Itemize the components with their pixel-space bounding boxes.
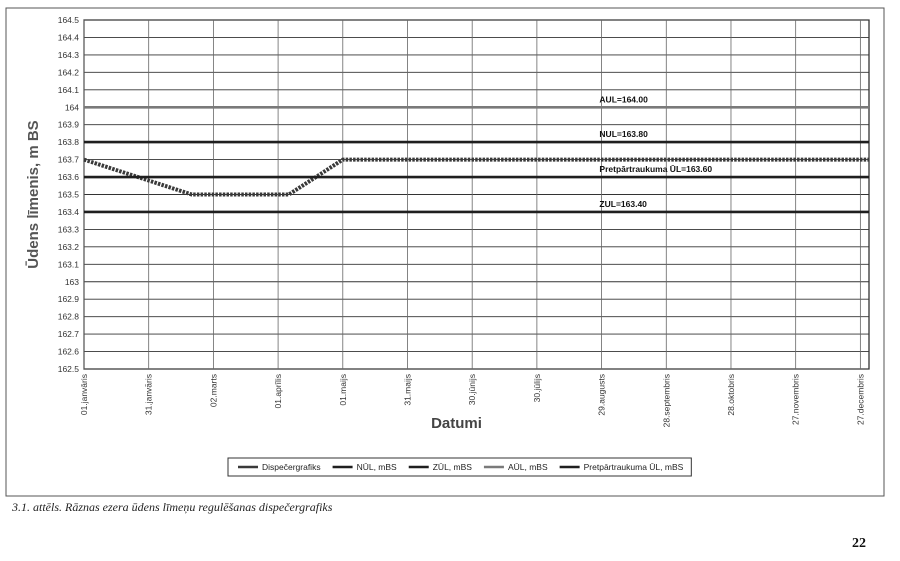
y-tick-label: 164.3	[57, 49, 79, 60]
legend-label: AŪL, mBS	[507, 462, 548, 472]
y-tick-label: 163.7	[57, 154, 79, 165]
x-tick-label: 29.augusts	[596, 374, 607, 416]
x-tick-label: 27.novembris	[790, 374, 801, 426]
annotation-label: NUL=163.80	[599, 129, 648, 140]
y-tick-label: 162.7	[57, 329, 79, 340]
y-tick-label: 164	[64, 102, 79, 113]
figure-caption: 3.1. attēls. Rāznas ezera ūdens līmeņu regulēšanas dispečergrafiks	[12, 500, 333, 514]
y-tick-label: 163.6	[57, 172, 79, 183]
y-tick-label: 163.9	[57, 119, 79, 130]
y-tick-label: 164.5	[57, 15, 79, 25]
y-tick-label: 164.1	[57, 84, 79, 95]
y-tick-label: 162.8	[57, 311, 79, 322]
y-axis-title: Ūdens līmenis, m BS	[25, 120, 42, 269]
legend	[228, 458, 691, 476]
y-tick-label: 163.5	[57, 189, 79, 200]
y-tick-label: 163	[64, 276, 79, 287]
y-tick-label: 164.2	[57, 67, 79, 78]
y-tick-label: 163.1	[57, 259, 79, 270]
legend-label: ZŪL, mBS	[432, 462, 472, 472]
x-tick-label: 28.septembris	[661, 374, 672, 428]
x-tick-label: 27.decembris	[855, 374, 866, 426]
annotation-label: ZUL=163.40	[599, 198, 647, 209]
x-tick-label: 01.janvāris	[79, 374, 89, 416]
x-tick-label: 28.oktobris	[725, 374, 736, 416]
y-tick-label: 162.9	[57, 294, 79, 305]
y-tick-label: 163.4	[57, 206, 79, 217]
x-tick-label: 31.janvāris	[143, 374, 154, 416]
legend-label: Dispečergrafiks	[262, 462, 321, 472]
y-tick-label: 162.5	[57, 364, 79, 374]
y-tick-label: 163.2	[57, 241, 79, 252]
annotation-label: AUL=164.00	[599, 94, 648, 105]
x-tick-label: 02.marts	[208, 374, 219, 408]
page-number: 22	[852, 536, 866, 551]
y-tick-label: 163.8	[57, 137, 79, 148]
y-tick-label: 163.3	[57, 224, 79, 235]
y-tick-label: 164.4	[57, 32, 79, 43]
x-tick-label: 01.maijs	[337, 374, 348, 406]
x-tick-label: 31.maijs	[402, 374, 413, 406]
legend-label: Pretpārtraukuma ŪL, mBS	[583, 462, 684, 472]
x-tick-label: 30.jūlijs	[531, 374, 542, 403]
annotation-label: Pretpārtraukuma ŪL=163.60	[599, 164, 713, 175]
legend-label: NŪL, mBS	[356, 462, 397, 472]
x-tick-label: 01.aprīlis	[273, 374, 284, 409]
x-tick-label: 30.jūnijs	[467, 374, 478, 406]
y-tick-label: 162.6	[57, 346, 79, 357]
x-axis-title: Datumi	[431, 415, 482, 432]
